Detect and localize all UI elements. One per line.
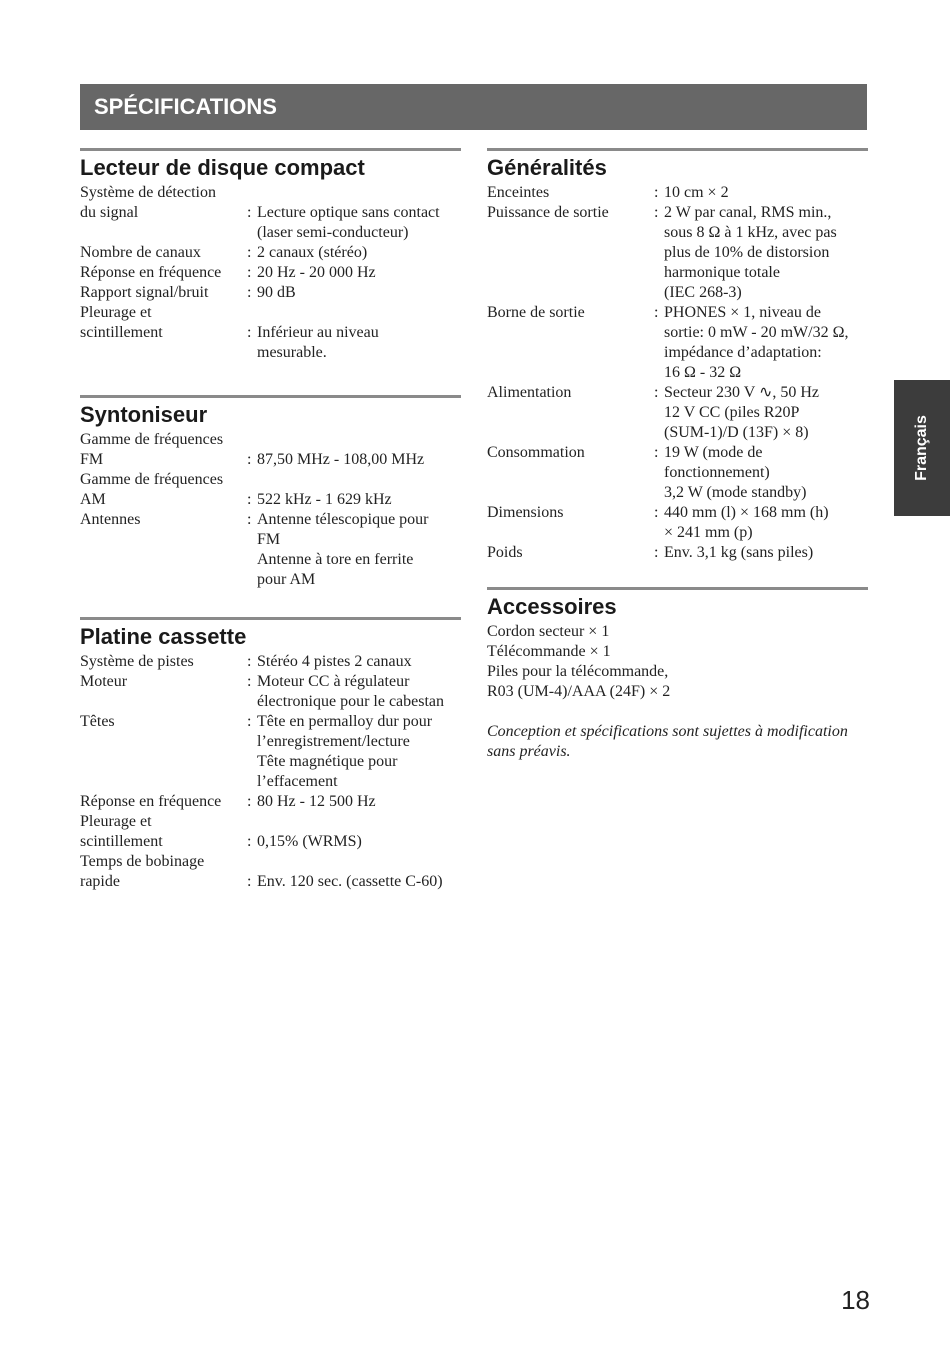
spec-value	[257, 303, 461, 363]
spec-value	[257, 712, 461, 792]
section-general	[487, 148, 868, 563]
spec-label	[80, 672, 247, 712]
spec-value-line: × 241 mm (p)	[664, 524, 753, 541]
spec-value	[664, 183, 868, 203]
spec-separator: :	[247, 491, 252, 508]
spec-separator: :	[654, 384, 659, 401]
spec-separator: :	[247, 284, 252, 301]
spec-value	[664, 443, 868, 503]
spec-label-line: Système de pistes	[80, 653, 194, 670]
spec-value-line: harmonique totale	[664, 264, 780, 281]
spec-label	[80, 243, 247, 263]
spec-row	[80, 672, 461, 712]
spec-label	[80, 792, 247, 812]
spec-label-line: Nombre de canaux	[80, 244, 201, 261]
spec-value	[257, 243, 461, 263]
spec-value-line: Antenne à tore en ferrite	[257, 551, 414, 568]
section-title: Généralités	[487, 155, 607, 180]
spec-separator: :	[654, 504, 659, 521]
section-title: Accessoires	[487, 594, 617, 619]
spec-value	[257, 792, 461, 812]
spec-value-line: 16 Ω - 32 Ω	[664, 364, 742, 381]
spec-separator: :	[654, 544, 659, 561]
spec-separator: :	[247, 244, 252, 261]
spec-value-line: 20 Hz - 20 000 Hz	[257, 264, 376, 281]
spec-value-line: l’enregistrement/lecture	[257, 733, 410, 750]
section-tuner	[80, 395, 461, 590]
spec-row	[80, 470, 461, 510]
spec-value-line: 522 kHz - 1 629 kHz	[257, 491, 392, 508]
spec-value-line: pour AM	[257, 571, 316, 588]
spec-separator: :	[247, 324, 252, 341]
spec-label-line: Réponse en fréquence	[80, 793, 222, 810]
section-title: Lecteur de disque compact	[80, 155, 365, 180]
spec-row	[80, 283, 461, 303]
spec-label-line: Gamme de fréquences	[80, 431, 224, 448]
accessory-item: Télécommande × 1	[487, 643, 611, 660]
page-number: 18	[841, 1285, 870, 1315]
spec-row	[80, 263, 461, 283]
spec-label-line: scintillement	[80, 833, 163, 850]
spec-label	[80, 470, 247, 510]
spec-row	[80, 812, 461, 852]
spec-separator: :	[247, 451, 252, 468]
accessory-item: R03 (UM-4)/AAA (24F) × 2	[487, 683, 671, 700]
language-tab-label: Français	[913, 415, 930, 481]
spec-value-line: (laser semi-conducteur)	[257, 224, 409, 241]
section-title: Platine cassette	[80, 624, 247, 649]
spec-separator: :	[247, 653, 252, 670]
spec-value	[257, 283, 461, 303]
spec-label	[80, 183, 247, 243]
spec-value-line: 80 Hz - 12 500 Hz	[257, 793, 376, 810]
spec-value-line: (IEC 268-3)	[664, 284, 742, 301]
spec-label	[80, 303, 247, 363]
spec-value-line: PHONES × 1, niveau de	[664, 304, 822, 321]
spec-list	[80, 652, 461, 892]
spec-label-line: Pleurage et	[80, 813, 152, 830]
banner-title: SPÉCIFICATIONS	[94, 94, 277, 119]
spec-separator: :	[247, 204, 252, 221]
spec-label-line: Pleurage et	[80, 304, 152, 321]
spec-separator: :	[654, 444, 659, 461]
spec-separator: :	[654, 304, 659, 321]
spec-row	[80, 243, 461, 263]
spec-value-line: Antenne télescopique pour	[257, 511, 429, 528]
spec-separator: :	[654, 204, 659, 221]
spec-separator: :	[247, 793, 252, 810]
spec-label	[487, 303, 654, 383]
spec-value	[257, 470, 461, 510]
spec-row	[487, 503, 868, 543]
spec-value-line: 2 canaux (stéréo)	[257, 244, 368, 261]
spec-value	[664, 383, 868, 443]
spec-label	[80, 812, 247, 852]
spec-label	[80, 652, 247, 672]
spec-value	[257, 510, 461, 590]
spec-value-line: Lecture optique sans contact	[257, 204, 440, 221]
spec-value-line: mesurable.	[257, 344, 327, 361]
section-cd-player	[80, 148, 461, 363]
spec-value-line: fonctionnement)	[664, 464, 770, 481]
spec-label	[487, 503, 654, 543]
spec-value	[257, 430, 461, 470]
spec-value-line: sous 8 Ω à 1 kHz, avec pas	[664, 224, 837, 241]
section-title: Syntoniseur	[80, 402, 208, 427]
section-accessories	[487, 587, 868, 762]
spec-value	[257, 652, 461, 672]
spec-label	[80, 852, 247, 892]
spec-row	[487, 303, 868, 383]
spec-value-line: Tête magnétique pour	[257, 753, 398, 770]
note-line: Conception et spécifications sont sujettes à modification	[487, 723, 848, 740]
spec-value	[257, 183, 461, 243]
spec-list	[80, 430, 461, 590]
spec-row	[487, 183, 868, 203]
spec-value-line: 12 V CC (piles R20P	[664, 404, 800, 421]
right-column	[487, 148, 868, 762]
spec-label-line: rapide	[80, 873, 120, 890]
spec-value-line: 440 mm (l) × 168 mm (h)	[664, 504, 829, 521]
spec-value-line: sortie: 0 mW - 20 mW/32 Ω,	[664, 324, 849, 341]
spec-label-line: Rapport signal/bruit	[80, 284, 209, 301]
spec-value-line: 19 W (mode de	[664, 444, 763, 461]
spec-label	[487, 203, 654, 303]
spec-row	[80, 852, 461, 892]
spec-label	[487, 443, 654, 503]
spec-value-line: Inférieur au niveau	[257, 324, 379, 341]
spec-value	[257, 263, 461, 283]
spec-label-line: Consommation	[487, 444, 585, 461]
spec-value	[664, 303, 868, 383]
spec-value-line: FM	[257, 531, 281, 548]
spec-label-line: FM	[80, 451, 104, 468]
spec-label-line: Réponse en fréquence	[80, 264, 222, 281]
spec-value-line: Env. 3,1 kg (sans piles)	[664, 544, 814, 561]
spec-list	[487, 183, 868, 563]
spec-value-line: 10 cm × 2	[664, 184, 729, 201]
spec-label-line: Puissance de sortie	[487, 204, 609, 221]
spec-value-line: Secteur 230 V ∿, 50 Hz	[664, 384, 820, 401]
spec-row	[80, 712, 461, 792]
spec-row	[80, 510, 461, 590]
spec-label-line: Dimensions	[487, 504, 564, 521]
note-line: sans préavis.	[487, 743, 571, 760]
spec-value-line: impédance d’adaptation:	[664, 344, 822, 361]
spec-label	[487, 183, 654, 203]
spec-label-line: AM	[80, 491, 106, 508]
accessory-item: Cordon secteur × 1	[487, 623, 610, 640]
spec-value	[257, 852, 461, 892]
spec-value-line: Env. 120 sec. (cassette C-60)	[257, 873, 443, 890]
spec-value-line: 87,50 MHz - 108,00 MHz	[257, 451, 425, 468]
spec-value	[257, 812, 461, 852]
left-column	[80, 148, 461, 892]
disclaimer-note	[487, 722, 868, 762]
spec-value	[257, 672, 461, 712]
spec-separator: :	[247, 833, 252, 850]
spec-value-line: Stéréo 4 pistes 2 canaux	[257, 653, 412, 670]
spec-label	[487, 543, 654, 563]
spec-value	[664, 503, 868, 543]
spec-label	[80, 263, 247, 283]
spec-value-line: 2 W par canal, RMS min.,	[664, 204, 832, 221]
accessory-list	[487, 622, 868, 702]
spec-row	[487, 543, 868, 563]
spec-value-line: l’effacement	[257, 773, 338, 790]
section-cassette-deck	[80, 617, 461, 892]
spec-separator: :	[247, 264, 252, 281]
specifications-banner	[80, 84, 867, 130]
spec-label-line: Borne de sortie	[487, 304, 585, 321]
spec-label-line: Poids	[487, 544, 523, 561]
spec-label-line: Enceintes	[487, 184, 550, 201]
spec-value-line: Tête en permalloy dur pour	[257, 713, 433, 730]
accessory-item: Piles pour la télécommande,	[487, 663, 669, 680]
spec-value	[664, 203, 868, 303]
spec-label-line: Moteur	[80, 673, 128, 690]
spec-label-line: Alimentation	[487, 384, 572, 401]
spec-separator: :	[247, 873, 252, 890]
spec-label	[80, 510, 247, 590]
spec-label-line: Gamme de fréquences	[80, 471, 224, 488]
spec-value-line: (SUM-1)/D (13F) × 8)	[664, 424, 809, 441]
spec-value-line: plus de 10% de distorsion	[664, 244, 830, 261]
spec-row	[80, 303, 461, 363]
spec-separator: :	[247, 511, 252, 528]
spec-label-line: scintillement	[80, 324, 163, 341]
spec-label	[80, 712, 247, 792]
spec-separator: :	[247, 713, 252, 730]
spec-row	[80, 652, 461, 672]
spec-row	[487, 383, 868, 443]
spec-row	[80, 183, 461, 243]
spec-separator: :	[247, 673, 252, 690]
spec-value-line: 90 dB	[257, 284, 296, 301]
spec-value-line: électronique pour le cabestan	[257, 693, 445, 710]
spec-row	[487, 443, 868, 503]
spec-label-line: Temps de bobinage	[80, 853, 205, 870]
spec-separator: :	[654, 184, 659, 201]
spec-label-line: du signal	[80, 204, 139, 221]
language-tab	[894, 380, 950, 516]
spec-label	[80, 283, 247, 303]
spec-label-line: Antennes	[80, 511, 141, 528]
spec-label-line: Têtes	[80, 713, 115, 730]
spec-label	[487, 383, 654, 443]
spec-row	[487, 203, 868, 303]
spec-value	[664, 543, 868, 563]
spec-label	[80, 430, 247, 470]
spec-value-line: 3,2 W (mode standby)	[664, 484, 807, 501]
spec-list	[80, 183, 461, 363]
spec-row	[80, 430, 461, 470]
spec-value-line: Moteur CC à régulateur	[257, 673, 410, 690]
spec-row	[80, 792, 461, 812]
spec-value-line: 0,15% (WRMS)	[257, 833, 362, 850]
spec-label-line: Système de détection	[80, 184, 216, 201]
